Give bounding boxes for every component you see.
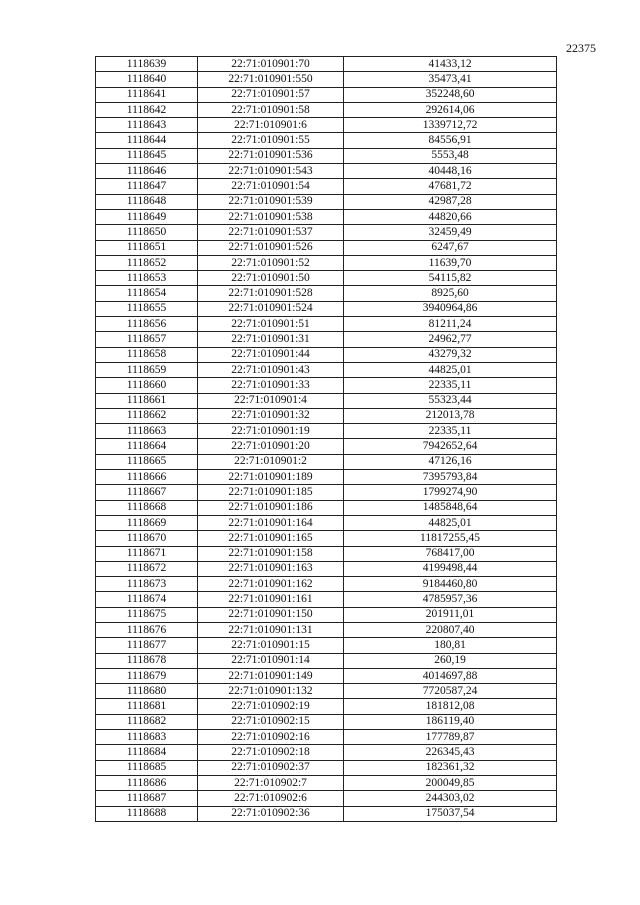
value-cell: 4014697,88 (344, 668, 557, 683)
value-cell: 5553,48 (344, 148, 557, 163)
cadastral-number-cell: 22:71:010902:19 (198, 699, 344, 714)
value-cell: 175037,54 (344, 806, 557, 821)
cadastral-number-cell: 22:71:010901:550 (198, 72, 344, 87)
row-number-cell: 1118668 (96, 500, 198, 515)
row-number-cell: 1118674 (96, 592, 198, 607)
row-number-cell: 1118685 (96, 760, 198, 775)
cadastral-number-cell: 22:71:010901:14 (198, 653, 344, 668)
table-row (96, 546, 557, 561)
cadastral-number-cell: 22:71:010901:538 (198, 209, 344, 224)
value-cell: 11817255,45 (344, 531, 557, 546)
table-row (96, 118, 557, 133)
row-number-cell: 1118651 (96, 240, 198, 255)
table-row (96, 179, 557, 194)
value-cell: 201911,01 (344, 607, 557, 622)
row-number-cell: 1118648 (96, 194, 198, 209)
cadastral-number-cell: 22:71:010901:33 (198, 378, 344, 393)
value-cell: 44825,01 (344, 515, 557, 530)
cadastral-number-cell: 22:71:010901:543 (198, 164, 344, 179)
table-row (96, 714, 557, 729)
row-number-cell: 1118647 (96, 179, 198, 194)
cadastral-number-cell: 22:71:010901:189 (198, 470, 344, 485)
cadastral-number-cell: 22:71:010901:6 (198, 118, 344, 133)
cadastral-number-cell: 22:71:010902:15 (198, 714, 344, 729)
value-cell: 182361,32 (344, 760, 557, 775)
cadastral-number-cell: 22:71:010901:161 (198, 592, 344, 607)
table-row (96, 500, 557, 515)
row-number-cell: 1118644 (96, 133, 198, 148)
cadastral-number-cell: 22:71:010901:4 (198, 393, 344, 408)
row-number-cell: 1118688 (96, 806, 198, 821)
table-row (96, 699, 557, 714)
row-number-cell: 1118669 (96, 515, 198, 530)
row-number-cell: 1118672 (96, 561, 198, 576)
value-cell: 6247,67 (344, 240, 557, 255)
cadastral-number-cell: 22:71:010901:536 (198, 148, 344, 163)
row-number-cell: 1118684 (96, 745, 198, 760)
row-number-cell: 1118649 (96, 209, 198, 224)
row-number-cell: 1118654 (96, 286, 198, 301)
value-cell: 181812,08 (344, 699, 557, 714)
cadastral-number-cell: 22:71:010902:7 (198, 775, 344, 790)
value-cell: 44820,66 (344, 209, 557, 224)
table-row (96, 378, 557, 393)
value-cell: 3940964,86 (344, 301, 557, 316)
value-cell: 260,19 (344, 653, 557, 668)
value-cell: 1339712,72 (344, 118, 557, 133)
table-row (96, 775, 557, 790)
table-row (96, 439, 557, 454)
cadastral-number-cell: 22:71:010902:18 (198, 745, 344, 760)
value-cell: 43279,32 (344, 347, 557, 362)
row-number-cell: 1118687 (96, 791, 198, 806)
row-number-cell: 1118646 (96, 164, 198, 179)
row-number-cell: 1118652 (96, 255, 198, 270)
table-row (96, 515, 557, 530)
table-row (96, 592, 557, 607)
table-row (96, 622, 557, 637)
value-cell: 47681,72 (344, 179, 557, 194)
row-number-cell: 1118664 (96, 439, 198, 454)
cadastral-number-cell: 22:71:010901:43 (198, 362, 344, 377)
table-row (96, 638, 557, 653)
cadastral-number-cell: 22:71:010901:20 (198, 439, 344, 454)
cadastral-number-cell: 22:71:010901:2 (198, 454, 344, 469)
value-cell: 35473,41 (344, 72, 557, 87)
cadastral-number-cell: 22:71:010901:52 (198, 255, 344, 270)
value-cell: 7942652,64 (344, 439, 557, 454)
value-cell: 32459,49 (344, 225, 557, 240)
row-number-cell: 1118650 (96, 225, 198, 240)
row-number-cell: 1118660 (96, 378, 198, 393)
value-cell: 212013,78 (344, 408, 557, 423)
table-row (96, 561, 557, 576)
cadastral-number-cell: 22:71:010901:31 (198, 332, 344, 347)
row-number-cell: 1118653 (96, 271, 198, 286)
table-row (96, 286, 557, 301)
cadastral-number-cell: 22:71:010901:32 (198, 408, 344, 423)
cadastral-number-cell: 22:71:010902:6 (198, 791, 344, 806)
value-cell: 42987,28 (344, 194, 557, 209)
table-row (96, 408, 557, 423)
cadastral-number-cell: 22:71:010901:162 (198, 577, 344, 592)
cadastral-number-cell: 22:71:010901:15 (198, 638, 344, 653)
cadastral-number-cell: 22:71:010901:58 (198, 102, 344, 117)
row-number-cell: 1118655 (96, 301, 198, 316)
table-row (96, 791, 557, 806)
cadastral-number-cell: 22:71:010901:54 (198, 179, 344, 194)
table-row (96, 209, 557, 224)
row-number-cell: 1118656 (96, 317, 198, 332)
row-number-cell: 1118686 (96, 775, 198, 790)
table-row (96, 424, 557, 439)
cadastral-number-cell: 22:71:010901:537 (198, 225, 344, 240)
value-cell: 22335,11 (344, 424, 557, 439)
cadastral-number-cell: 22:71:010902:36 (198, 806, 344, 821)
table-row (96, 760, 557, 775)
cadastral-number-cell: 22:71:010901:55 (198, 133, 344, 148)
row-number-cell: 1118682 (96, 714, 198, 729)
value-cell: 244303,02 (344, 791, 557, 806)
table-row (96, 668, 557, 683)
value-cell: 226345,43 (344, 745, 557, 760)
row-number-cell: 1118683 (96, 730, 198, 745)
row-number-cell: 1118678 (96, 653, 198, 668)
value-cell: 180,81 (344, 638, 557, 653)
cadastral-number-cell: 22:71:010901:149 (198, 668, 344, 683)
value-cell: 44825,01 (344, 362, 557, 377)
value-cell: 4785957,36 (344, 592, 557, 607)
table-row (96, 194, 557, 209)
value-cell: 200049,85 (344, 775, 557, 790)
table-row (96, 684, 557, 699)
value-cell: 768417,00 (344, 546, 557, 561)
cadastral-number-cell: 22:71:010901:539 (198, 194, 344, 209)
cadastral-number-cell: 22:71:010901:44 (198, 347, 344, 362)
cadastral-number-cell: 22:71:010901:57 (198, 87, 344, 102)
value-cell: 7720587,24 (344, 684, 557, 699)
value-cell: 55323,44 (344, 393, 557, 408)
table-row (96, 607, 557, 622)
row-number-cell: 1118671 (96, 546, 198, 561)
row-number-cell: 1118676 (96, 622, 198, 637)
row-number-cell: 1118666 (96, 470, 198, 485)
cadastral-number-cell: 22:71:010902:16 (198, 730, 344, 745)
registry-table-body (96, 57, 557, 822)
cadastral-number-cell: 22:71:010901:526 (198, 240, 344, 255)
page-number: 22375 (566, 41, 596, 55)
value-cell: 186119,40 (344, 714, 557, 729)
row-number-cell: 1118642 (96, 102, 198, 117)
table-row (96, 332, 557, 347)
cadastral-number-cell: 22:71:010901:132 (198, 684, 344, 699)
value-cell: 81211,24 (344, 317, 557, 332)
table-row (96, 454, 557, 469)
row-number-cell: 1118663 (96, 424, 198, 439)
cadastral-number-cell: 22:71:010901:163 (198, 561, 344, 576)
value-cell: 11639,70 (344, 255, 557, 270)
value-cell: 177789,87 (344, 730, 557, 745)
table-row (96, 87, 557, 102)
row-number-cell: 1118662 (96, 408, 198, 423)
row-number-cell: 1118679 (96, 668, 198, 683)
table-row (96, 301, 557, 316)
row-number-cell: 1118677 (96, 638, 198, 653)
table-row (96, 164, 557, 179)
value-cell: 22335,11 (344, 378, 557, 393)
table-row (96, 362, 557, 377)
value-cell: 4199498,44 (344, 561, 557, 576)
cadastral-number-cell: 22:71:010901:165 (198, 531, 344, 546)
table-row (96, 485, 557, 500)
row-number-cell: 1118641 (96, 87, 198, 102)
cadastral-number-cell: 22:71:010901:50 (198, 271, 344, 286)
value-cell: 292614,06 (344, 102, 557, 117)
table-row (96, 806, 557, 821)
row-number-cell: 1118680 (96, 684, 198, 699)
row-number-cell: 1118673 (96, 577, 198, 592)
cadastral-number-cell: 22:71:010901:19 (198, 424, 344, 439)
row-number-cell: 1118658 (96, 347, 198, 362)
table-row (96, 240, 557, 255)
value-cell: 84556,91 (344, 133, 557, 148)
value-cell: 54115,82 (344, 271, 557, 286)
table-row (96, 57, 557, 72)
row-number-cell: 1118681 (96, 699, 198, 714)
table-row (96, 133, 557, 148)
table-row (96, 653, 557, 668)
table-row (96, 347, 557, 362)
row-number-cell: 1118643 (96, 118, 198, 133)
value-cell: 9184460,80 (344, 577, 557, 592)
table-row (96, 577, 557, 592)
value-cell: 47126,16 (344, 454, 557, 469)
table-row (96, 393, 557, 408)
row-number-cell: 1118667 (96, 485, 198, 500)
value-cell: 7395793,84 (344, 470, 557, 485)
table-row (96, 225, 557, 240)
cadastral-number-cell: 22:71:010901:164 (198, 515, 344, 530)
value-cell: 352248,60 (344, 87, 557, 102)
cadastral-number-cell: 22:71:010901:186 (198, 500, 344, 515)
value-cell: 1799274,90 (344, 485, 557, 500)
cadastral-number-cell: 22:71:010901:524 (198, 301, 344, 316)
table-row (96, 148, 557, 163)
row-number-cell: 1118645 (96, 148, 198, 163)
cadastral-number-cell: 22:71:010901:150 (198, 607, 344, 622)
row-number-cell: 1118640 (96, 72, 198, 87)
cadastral-number-cell: 22:71:010901:131 (198, 622, 344, 637)
cadastral-number-cell: 22:71:010901:185 (198, 485, 344, 500)
cadastral-number-cell: 22:71:010901:158 (198, 546, 344, 561)
registry-table (95, 56, 557, 822)
cadastral-number-cell: 22:71:010901:70 (198, 57, 344, 72)
cadastral-number-cell: 22:71:010902:37 (198, 760, 344, 775)
row-number-cell: 1118670 (96, 531, 198, 546)
table-row (96, 317, 557, 332)
row-number-cell: 1118639 (96, 57, 198, 72)
table-row (96, 730, 557, 745)
table-row (96, 271, 557, 286)
row-number-cell: 1118665 (96, 454, 198, 469)
table-row (96, 470, 557, 485)
value-cell: 8925,60 (344, 286, 557, 301)
row-number-cell: 1118659 (96, 362, 198, 377)
row-number-cell: 1118661 (96, 393, 198, 408)
value-cell: 24962,77 (344, 332, 557, 347)
value-cell: 1485848,64 (344, 500, 557, 515)
table-row (96, 255, 557, 270)
value-cell: 41433,12 (344, 57, 557, 72)
value-cell: 40448,16 (344, 164, 557, 179)
table-row (96, 72, 557, 87)
table-row (96, 531, 557, 546)
row-number-cell: 1118675 (96, 607, 198, 622)
table-row (96, 102, 557, 117)
cadastral-number-cell: 22:71:010901:51 (198, 317, 344, 332)
row-number-cell: 1118657 (96, 332, 198, 347)
cadastral-number-cell: 22:71:010901:528 (198, 286, 344, 301)
table-row (96, 745, 557, 760)
value-cell: 220807,40 (344, 622, 557, 637)
